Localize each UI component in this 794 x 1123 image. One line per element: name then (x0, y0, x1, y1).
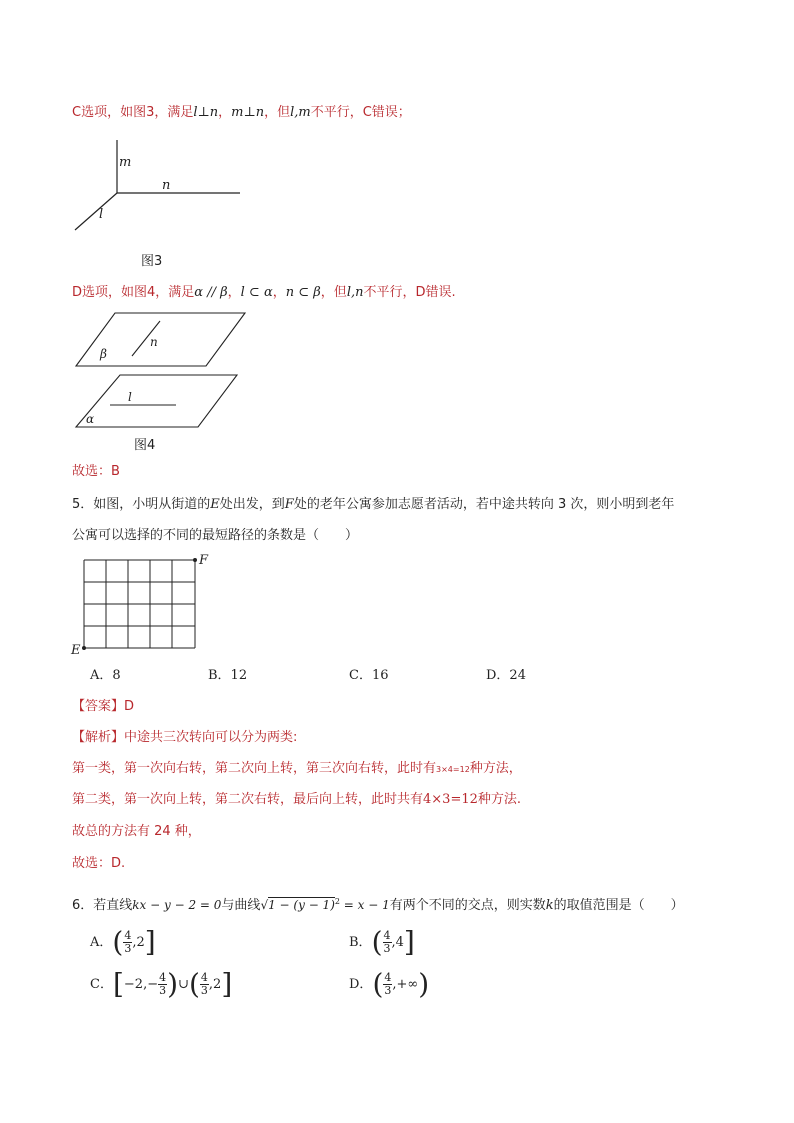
bracket-close-paren: ) (167, 967, 179, 1001)
q5-case1 (72, 760, 522, 779)
separator: ， (218, 105, 232, 120)
option-c-explanation (72, 104, 411, 122)
q5-option-b: B．12 (208, 668, 248, 683)
figure-3-caption: 图3 (141, 254, 163, 269)
case2-math: 4×3=12 (423, 792, 478, 807)
var-k: k (545, 898, 554, 913)
figure-3-diagram (70, 135, 250, 235)
figure-4-caption: 图4 (134, 438, 156, 453)
vars-l-m: l,m (290, 105, 311, 120)
exponent: 2 (334, 897, 340, 906)
value: 2 (136, 935, 145, 950)
q5-total: 故总的方法有 24 种， (72, 824, 201, 839)
label-n-fig4: n (150, 335, 158, 349)
plane-alpha (76, 375, 237, 427)
fraction (158, 972, 167, 997)
option-c-text-c: 不平行，C错误； (310, 105, 411, 120)
answer-value: D (124, 699, 135, 714)
option-label: C． (90, 977, 113, 992)
bracket-close-square: ] (221, 967, 233, 1001)
label-beta: β (100, 347, 107, 361)
option-d-text-c: 不平行，D错误. (363, 285, 456, 300)
relation-m-perp-n: m⊥n (231, 105, 265, 120)
case2-text-b: 种方法. (477, 792, 522, 807)
label-l-fig4: l (128, 390, 132, 404)
radicand: 1 − (y − 1) (268, 898, 335, 912)
value: 2 (213, 977, 222, 992)
option-d-text-a: D选项，如图4，满足 (72, 285, 195, 300)
q5-stem-line1 (72, 496, 674, 514)
q5-stem-line2: 公寓可以选择的不同的最短路径的条数是（ ） (72, 528, 359, 543)
choose-b: 故选：B (72, 464, 120, 479)
q6-text-d: 的取值范围是（ ） (553, 898, 684, 913)
bracket-close-square: ] (144, 925, 156, 959)
q6-curve-equation (260, 898, 389, 912)
q5-text-c: 处的老年公寓参加志愿者活动，若中途共转向 3 次，则小明到老年 (293, 497, 675, 512)
q6-option-d: D．( $\frac{4}{3}$ ,+∞) (349, 967, 430, 1001)
label-m: m (119, 155, 132, 170)
var-f: F (284, 497, 294, 512)
bracket-open-paren: ( (372, 967, 384, 1001)
analysis-tag: 【解析】 (72, 730, 125, 745)
bracket-open-paren: ( (112, 925, 124, 959)
option-d-text-b: ，但 (320, 285, 347, 300)
bracket-open-paren: ( (188, 967, 200, 1001)
q6-text-c: 有两个不同的交点，则实数 (389, 898, 546, 913)
option-c-text-b: ，但 (264, 105, 291, 120)
option-c-text-a: C选项，如图3，满足 (72, 105, 194, 120)
value: 4 (395, 935, 404, 950)
label-e: E (71, 643, 81, 658)
q6-option-b: B．( $\frac{4}{3}$ ,4] (349, 925, 415, 959)
q6-option-c: C．[−2,− $\frac{4}{3}$ )∪( $\frac{4}{3}$ ,2] (90, 967, 233, 1001)
case1-text-b: 种方法， (469, 761, 522, 776)
numerator: 4 (384, 971, 392, 984)
denominator: 3 (200, 984, 208, 997)
var-e: E (210, 497, 220, 512)
sqrt-icon: √ (260, 898, 269, 912)
q5-option-c: C．16 (349, 668, 389, 683)
fraction (123, 930, 132, 955)
denominator: 3 (384, 984, 392, 997)
label-l: l (99, 207, 104, 222)
denominator: 3 (124, 942, 132, 955)
numerator: 4 (124, 929, 132, 942)
q6-option-a: A．( $\frac{4}{3}$ ,2] (90, 925, 156, 959)
case2-text-a: 第二类，第一次向上转，第二次右转，最后向上转，此时共有 (72, 792, 424, 807)
q6-stem (72, 893, 684, 915)
value: −2 (123, 977, 144, 992)
label-alpha: α (86, 412, 95, 426)
option-label: B． (349, 935, 372, 950)
analysis-text: 中途共三次转向可以分为两类: (124, 730, 298, 745)
q5-option-a: A．8 (90, 668, 121, 683)
denominator: 3 (159, 984, 167, 997)
option-d-explanation (72, 284, 456, 302)
label-f: F (199, 553, 209, 568)
q6-text-a: 6．若直线 (72, 898, 133, 913)
relation-l-in-alpha: l ⊂ α (240, 285, 273, 300)
case1-math: 3×4=12 (436, 765, 470, 774)
figure-4-diagram (70, 310, 255, 432)
fraction (200, 972, 209, 997)
bracket-open-square: [ (112, 967, 124, 1001)
label-n: n (162, 178, 171, 193)
option-label: D． (349, 977, 373, 992)
q6-line-equation: kx − y − 2 = 0 (132, 898, 222, 912)
q5-analysis (72, 729, 297, 747)
separator: ， (272, 285, 286, 300)
bracket-close-square: ] (403, 925, 415, 959)
fraction (383, 930, 392, 955)
q5-answer (72, 698, 134, 716)
fraction (383, 972, 392, 997)
q6-text-b: 与曲线 (221, 898, 261, 913)
denominator: 3 (383, 942, 391, 955)
point-f (193, 558, 197, 562)
minus-sign: − (147, 977, 159, 992)
street-grid-figure (70, 550, 220, 660)
relation-n-in-beta: n ⊂ β (285, 285, 321, 300)
q5-choose: 故选：D. (72, 856, 126, 871)
q5-option-d: D．24 (486, 668, 526, 683)
numerator: 4 (200, 971, 208, 984)
numerator: 4 (159, 971, 167, 984)
relation-l-perp-n: l⊥n (193, 105, 219, 120)
separator: ， (227, 285, 241, 300)
case1-text-a: 第一类，第一次向右转，第二次向上转，第三次向右转，此时有 (72, 761, 437, 776)
relation-alpha-parallel-beta: α // β (194, 285, 228, 300)
point-e (82, 646, 86, 650)
numerator: 4 (383, 929, 391, 942)
union-symbol: ∪ (178, 977, 189, 992)
curve-rhs: = x − 1 (343, 898, 390, 912)
grid-lines (84, 560, 195, 648)
vars-l-n: l,n (346, 285, 364, 300)
answer-tag: 【答案】 (72, 699, 125, 714)
infinity: +∞ (396, 977, 419, 992)
q5-text-a: 5．如图，小明从街道的 (72, 497, 211, 512)
q5-text-b: 处出发，到 (219, 497, 285, 512)
option-label: A． (90, 935, 113, 950)
q5-case2 (72, 791, 521, 809)
bracket-open-paren: ( (371, 925, 383, 959)
line-l (75, 193, 117, 230)
bracket-close-paren: ) (418, 967, 430, 1001)
